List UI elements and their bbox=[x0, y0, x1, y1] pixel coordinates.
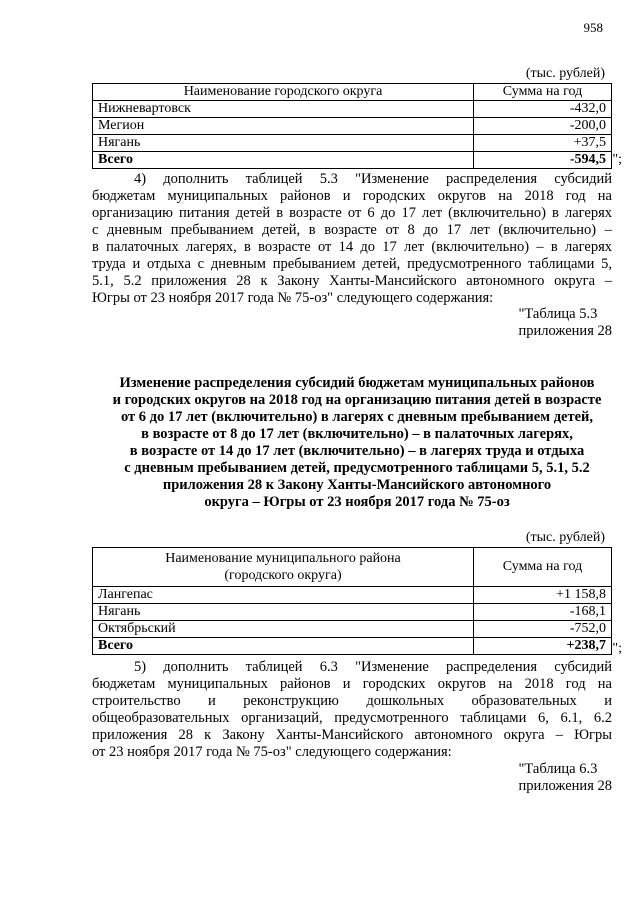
table-row bbox=[93, 135, 612, 152]
title-line: приложения 28 к Закону Ханты-Мансийского автономного bbox=[162, 477, 552, 493]
paragraph-line: с дневным пребыванием детей, в возрасте от 8 до 17 лет (включительно) – bbox=[92, 222, 612, 238]
title-line: в возрасте от 8 до 17 лет (включительно) – в палаточных лагерях, bbox=[141, 426, 573, 442]
paragraph-line: строительство и реконструкцию дошкольных образовательных и bbox=[92, 693, 612, 709]
table-row bbox=[93, 118, 612, 135]
table2-header-line: (городского округа) bbox=[224, 568, 342, 583]
table2-cell-name: Октябрьский bbox=[93, 621, 474, 638]
table1-unit: (тыс. рублей) bbox=[525, 66, 605, 81]
paragraph-line: 4) дополнить таблицей 5.3 "Изменение распределения субсидий bbox=[134, 171, 612, 187]
table2-closing-quote: "; bbox=[612, 641, 622, 656]
page-number: 958 bbox=[583, 20, 603, 35]
paragraph-line: бюджетам муниципальных районов и городских округов на 2018 год на bbox=[92, 188, 612, 204]
table1-total-label: Всего bbox=[93, 152, 474, 169]
paragraph-line: приложения 28 к Закону Ханты-Мансийского автономного округа – Югры bbox=[92, 727, 612, 743]
title-line: и городских округов на 2018 год на организацию питания детей в возрасте bbox=[112, 392, 602, 408]
paragraph-line: организацию питания детей в возрасте от 6 до 17 лет (включительно) в лагерях bbox=[92, 205, 612, 221]
paragraph-line: бюджетам муниципальных районов и городских округов на 2018 год на bbox=[92, 676, 612, 692]
table1-cell-name: Мегион bbox=[93, 118, 474, 135]
table-row bbox=[93, 621, 612, 638]
paragraph-5 bbox=[92, 659, 612, 761]
table2-cell-name: Нягань bbox=[93, 604, 474, 621]
table2-cell-name: Лангепас bbox=[93, 587, 474, 604]
paragraph-line: общеобразовательных организаций, предусмотренного таблицами 6, 6.1, 6.2 bbox=[92, 710, 612, 726]
table2-cell-sum: -752,0 bbox=[474, 621, 612, 638]
table2 bbox=[92, 547, 612, 655]
table2-cell-sum: -168,1 bbox=[474, 604, 612, 621]
table1-header-name: Наименование городского округа bbox=[93, 84, 474, 101]
title-line: от 6 до 17 лет (включительно) в лагерях с дневным пребыванием детей, bbox=[120, 409, 594, 425]
paragraph-line: в палаточных лагерях, в возрасте от 14 до 17 лет (включительно) – в лагерях bbox=[92, 239, 612, 255]
table2-total-label: Всего bbox=[93, 638, 474, 655]
table1-cell-name: Нижневартовск bbox=[93, 101, 474, 118]
title-line: в возрасте от 14 до 17 лет (включительно) – в лагерях труда и отдыха bbox=[129, 443, 585, 459]
table2-header-line: Наименование муниципального района bbox=[165, 551, 401, 566]
table2-total-sum: +238,7 bbox=[474, 638, 612, 655]
paragraph-line: от 23 ноября 2017 года № 75-оз" следующего содержания: bbox=[92, 744, 452, 760]
table2-header-name bbox=[93, 548, 474, 587]
table1-cell-name: Нягань bbox=[93, 135, 474, 152]
table2-unit: (тыс. рублей) bbox=[525, 530, 605, 545]
reference-line: приложения 28 bbox=[518, 323, 612, 339]
paragraph-line: труда и отдыха с дневным пребыванием детей, предусмотренного таблицами 5, bbox=[92, 256, 612, 272]
table1-cell-sum: -432,0 bbox=[474, 101, 612, 118]
title-line: округа – Югры от 23 ноября 2017 года № 75-оз bbox=[204, 494, 510, 510]
table1-total-row bbox=[93, 152, 612, 169]
title-line: с дневным пребыванием детей, предусмотренного таблицами 5, 5.1, 5.2 bbox=[124, 460, 590, 476]
table1-cell-sum: +37,5 bbox=[474, 135, 612, 152]
table1-cell-sum: -200,0 bbox=[474, 118, 612, 135]
document-title bbox=[92, 375, 622, 511]
table-row bbox=[93, 101, 612, 118]
table2-header-sum: Сумма на год bbox=[474, 548, 612, 587]
table1-closing-quote: "; bbox=[612, 152, 622, 167]
paragraph-line: Югры от 23 ноября 2017 года № 75-оз" следующего содержания: bbox=[92, 290, 494, 306]
table1 bbox=[92, 83, 612, 169]
table1-header-sum: Сумма на год bbox=[474, 84, 612, 101]
table1-total-sum: -594,5 bbox=[474, 152, 612, 169]
table-row bbox=[93, 587, 612, 604]
table2-cell-sum: +1 158,8 bbox=[474, 587, 612, 604]
paragraph-line: 5) дополнить таблицей 6.3 "Изменение распределения субсидий bbox=[134, 659, 612, 675]
reference-line: приложения 28 bbox=[518, 778, 612, 794]
reference-line: "Таблица 5.3 bbox=[518, 306, 598, 322]
table-reference-5-3 bbox=[519, 306, 612, 340]
paragraph-line: 5.1, 5.2 приложения 28 к Закону Ханты-Мансийского автономного округа – bbox=[92, 273, 612, 289]
table2-total-row bbox=[93, 638, 612, 655]
reference-line: "Таблица 6.3 bbox=[518, 761, 598, 777]
paragraph-4 bbox=[92, 171, 612, 307]
title-line: Изменение распределения субсидий бюджетам муниципальных районов bbox=[119, 375, 595, 391]
table-reference-6-3 bbox=[519, 761, 612, 795]
table-row bbox=[93, 604, 612, 621]
